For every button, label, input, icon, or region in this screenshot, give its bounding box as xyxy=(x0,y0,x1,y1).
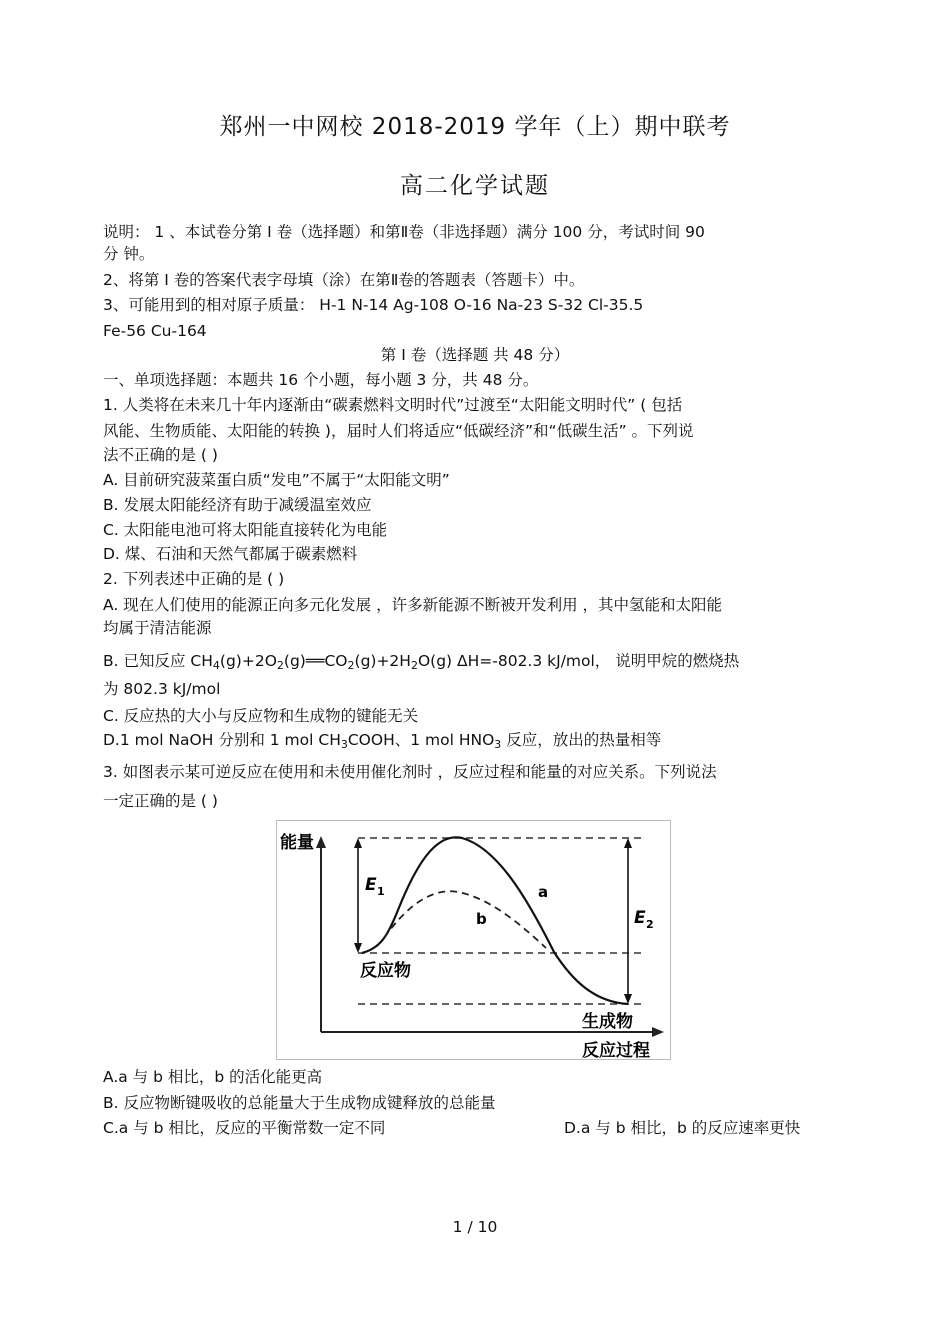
q2-b-part: B. 已知反应 CH xyxy=(103,652,213,670)
q2-b-sub: 2 xyxy=(347,659,355,672)
product-label: 生成物 xyxy=(582,1012,633,1032)
q2-option-d xyxy=(103,730,661,755)
x-axis-label: 反应过程 xyxy=(582,1041,650,1060)
q1-option-a: A. 目前研究菠菜蛋白质“发电”不属于“太阳能文明” xyxy=(103,471,450,489)
page-number: 1 / 10 xyxy=(452,1218,498,1236)
q3-option-a: A.a 与 b 相比，b 的活化能更高 xyxy=(103,1068,323,1086)
y-axis-label: 能量 xyxy=(280,833,314,853)
instruction-line-1: 说明： 1 、本试卷分第 I 卷（选择题）和第Ⅱ卷（非选择题）满分 100 分，考试时间 90 xyxy=(103,223,705,241)
q2-b-part: (g)══CO xyxy=(283,652,348,670)
q2-b-sub: 2 xyxy=(410,659,418,672)
q1-stem-1: 1. 人类将在未来几十年内逐渐由“碳素燃料文明时代”过渡至“太阳能文明时代” ( 包括 xyxy=(103,396,683,414)
q2-d-part: COOH、1 mol HNO xyxy=(347,731,495,749)
q2-stem: 2. 下列表述中正确的是 ( ) xyxy=(103,570,285,588)
e2-label: E xyxy=(634,908,646,928)
q3-option-b: B. 反应物断键吸收的总能量大于生成物成键释放的总能量 xyxy=(103,1094,496,1112)
reactant-label: 反应物 xyxy=(360,961,411,981)
q3-stem-1: 3. 如图表示某可逆反应在使用和未使用催化剂时 ，反应过程和能量的对应关系。下列说法 xyxy=(103,763,717,781)
q2-option-a-2: 均属于清洁能源 xyxy=(103,619,212,637)
q2-d-sub: 3 xyxy=(494,738,502,751)
energy-diagram-svg xyxy=(276,820,671,1060)
exam-title: 郑州一中网校 2018-2019 学年（上）期中联考 xyxy=(219,114,731,140)
e2-subscript: 2 xyxy=(646,918,654,931)
q3-stem-2: 一定正确的是 ( ) xyxy=(103,792,218,810)
section-intro: 一、单项选择题：本题共 16 个小题，每小题 3 分，共 48 分。 xyxy=(103,371,539,389)
q2-b-sub: 2 xyxy=(276,659,284,672)
energy-diagram xyxy=(276,820,671,1060)
curve-a-label: a xyxy=(538,883,549,901)
q2-option-b xyxy=(103,651,739,676)
curve-b-label: b xyxy=(476,910,487,928)
q3-option-d: D.a 与 b 相比，b 的反应速率更快 xyxy=(564,1119,801,1137)
q1-stem-2: 风能、生物质能、太阳能的转换 )，届时人们将适应“低碳经济”和“低碳生活” 。下列说 xyxy=(103,422,694,440)
q2-b-part: (g)+2H xyxy=(354,652,411,670)
q2-b-part: (g)+2O xyxy=(219,652,277,670)
q2-d-part: D.1 mol NaOH 分别和 1 mol CH xyxy=(103,731,341,749)
q2-d-sub: 3 xyxy=(340,738,348,751)
q2-b-part: O(g) ΔH=-802.3 kJ/mol， 说明甲烷的燃烧热 xyxy=(417,652,740,670)
q2-option-b-2: 为 802.3 kJ/mol xyxy=(103,680,221,698)
exam-subtitle: 高二化学试题 xyxy=(400,173,550,199)
q3-option-c: C.a 与 b 相比，反应的平衡常数一定不同 xyxy=(103,1119,386,1137)
q1-option-c: C. 太阳能电池可将太阳能直接转化为电能 xyxy=(103,521,388,539)
q2-d-part: 反应，放出的热量相等 xyxy=(501,731,662,749)
q2-option-a-1: A. 现在人们使用的能源正向多元化发展 ，许多新能源不断被开发利用 ，其中氢能和太阳能 xyxy=(103,596,723,614)
q1-stem-3: 法不正确的是 ( ) xyxy=(103,446,218,464)
instruction-line-1b: 分 钟。 xyxy=(103,245,155,263)
q2-option-c: C. 反应热的大小与反应物和生成物的键能无关 xyxy=(103,707,419,725)
instruction-line-3b: Fe-56 Cu-164 xyxy=(103,322,207,340)
q2-b-sub: 4 xyxy=(212,659,220,672)
instruction-line-3: 3、可能用到的相对原子质量： H-1 N-14 Ag-108 O-16 Na-23 S-32 Cl-35.5 xyxy=(103,296,644,314)
q1-option-b: B. 发展太阳能经济有助于减缓温室效应 xyxy=(103,496,372,514)
e1-label: E xyxy=(365,875,377,895)
instruction-line-2: 2、将第 I 卷的答案代表字母填（涂）在第Ⅱ卷的答题表（答题卡）中。 xyxy=(103,271,585,289)
e1-subscript: 1 xyxy=(377,885,385,898)
q1-option-d: D. 煤、石油和天然气都属于碳素燃料 xyxy=(103,545,358,563)
section-heading: 第 I 卷（选择题 共 48 分） xyxy=(380,346,570,364)
